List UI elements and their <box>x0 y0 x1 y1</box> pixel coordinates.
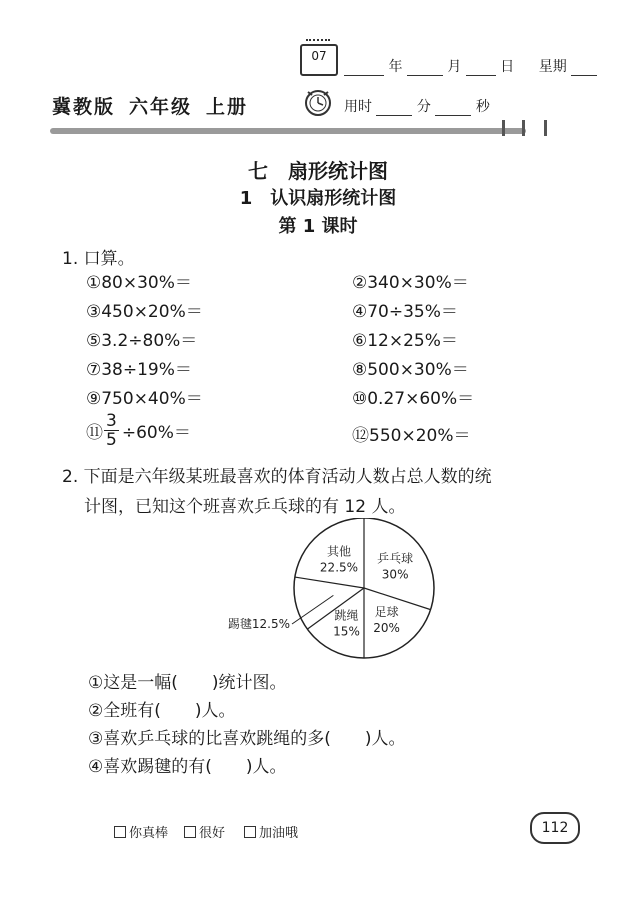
time-used: 用时 分 秒 <box>344 99 490 115</box>
q1-item: ⑦38÷19%＝ <box>86 360 192 380</box>
rating-option[interactable]: 很好 <box>184 822 225 841</box>
checkbox-icon <box>184 826 196 838</box>
q2-text-line1: 2. 下面是六年级某班最喜欢的体育活动人数占总人数的统 <box>62 467 492 487</box>
binder-pin <box>542 120 550 136</box>
page-number: 112 <box>530 812 580 844</box>
section-title: 1 认识扇形统计图 <box>239 188 397 209</box>
rating-option[interactable]: 加油哦 <box>244 822 298 841</box>
q2-sub: ②全班有( )人。 <box>88 701 236 721</box>
week-blank[interactable] <box>571 61 597 76</box>
rating-option[interactable]: 你真棒 <box>114 822 168 841</box>
minutes-blank[interactable] <box>376 101 412 116</box>
pie-chart <box>220 518 440 660</box>
pie-slice-1-value: 20% <box>373 621 400 636</box>
pie-slice-0-name: 乒乓球 <box>377 551 414 566</box>
q1-item: ⑨750×40%＝ <box>86 389 203 409</box>
checkbox-icon <box>244 826 256 838</box>
q2-sub: ①这是一幅( )统计图。 <box>88 673 287 693</box>
date-fields: 年 月 日 星期 <box>344 56 597 76</box>
q1-item: ⑥12×25%＝ <box>352 331 458 351</box>
q2-text-line2: 计图，已知这个班喜欢乒乓球的有 12 人。 <box>84 497 406 517</box>
chapter-title: 七 扇形统计图 <box>248 159 388 183</box>
pie-slice-4-name: 其他 <box>326 544 352 559</box>
pie-slice-3-label: 踢毽12.5% <box>227 617 290 631</box>
q2-sub: ③喜欢乒乓球的比喜欢跳绳的多( )人。 <box>88 729 406 749</box>
month-blank[interactable] <box>407 61 443 76</box>
q1-item: ①80×30%＝ <box>86 273 192 293</box>
seconds-blank[interactable] <box>435 101 471 116</box>
q1-item-11: ⑪ $\frac{3}{5}$ ÷60%＝ <box>86 411 191 450</box>
lesson-title: 第 1 课时 <box>278 216 358 237</box>
q1-item: ⑤3.2÷80%＝ <box>86 331 198 351</box>
day-blank[interactable] <box>466 61 496 76</box>
q1-item: ③450×20%＝ <box>86 302 203 322</box>
q1-item: ⑧500×30%＝ <box>352 360 469 380</box>
pie-slice-1-name: 足球 <box>374 605 399 620</box>
pie-slice-2-value: 15% <box>333 624 360 639</box>
calendar-icon <box>300 44 338 76</box>
binder-pin <box>500 120 508 136</box>
pie-slice-2-name: 跳绳 <box>334 608 359 623</box>
binder-pin <box>520 120 528 136</box>
pie-slice-4-value: 22.5% <box>319 560 359 575</box>
pie-slice-0-value: 30% <box>381 567 409 582</box>
q1-item: ②340×30%＝ <box>352 273 469 293</box>
checkbox-icon <box>114 826 126 838</box>
q1-header: 1. 口算。 <box>62 249 135 269</box>
fraction: $\frac{3}{5}$ <box>106 411 117 450</box>
q1-item: ⑩0.27×60%＝ <box>352 389 475 409</box>
q2-sub: ④喜欢踢毽的有( )人。 <box>88 757 287 777</box>
clock-icon <box>300 86 336 118</box>
calendar-day: 07 <box>311 49 327 63</box>
q1-item: ④70÷35%＝ <box>352 302 458 322</box>
year-blank[interactable] <box>344 61 384 76</box>
header-divider <box>50 128 526 134</box>
book-title: 冀教版 六年级 上册 <box>52 96 249 118</box>
q1-item: ⑫550×20%＝ <box>352 426 471 446</box>
